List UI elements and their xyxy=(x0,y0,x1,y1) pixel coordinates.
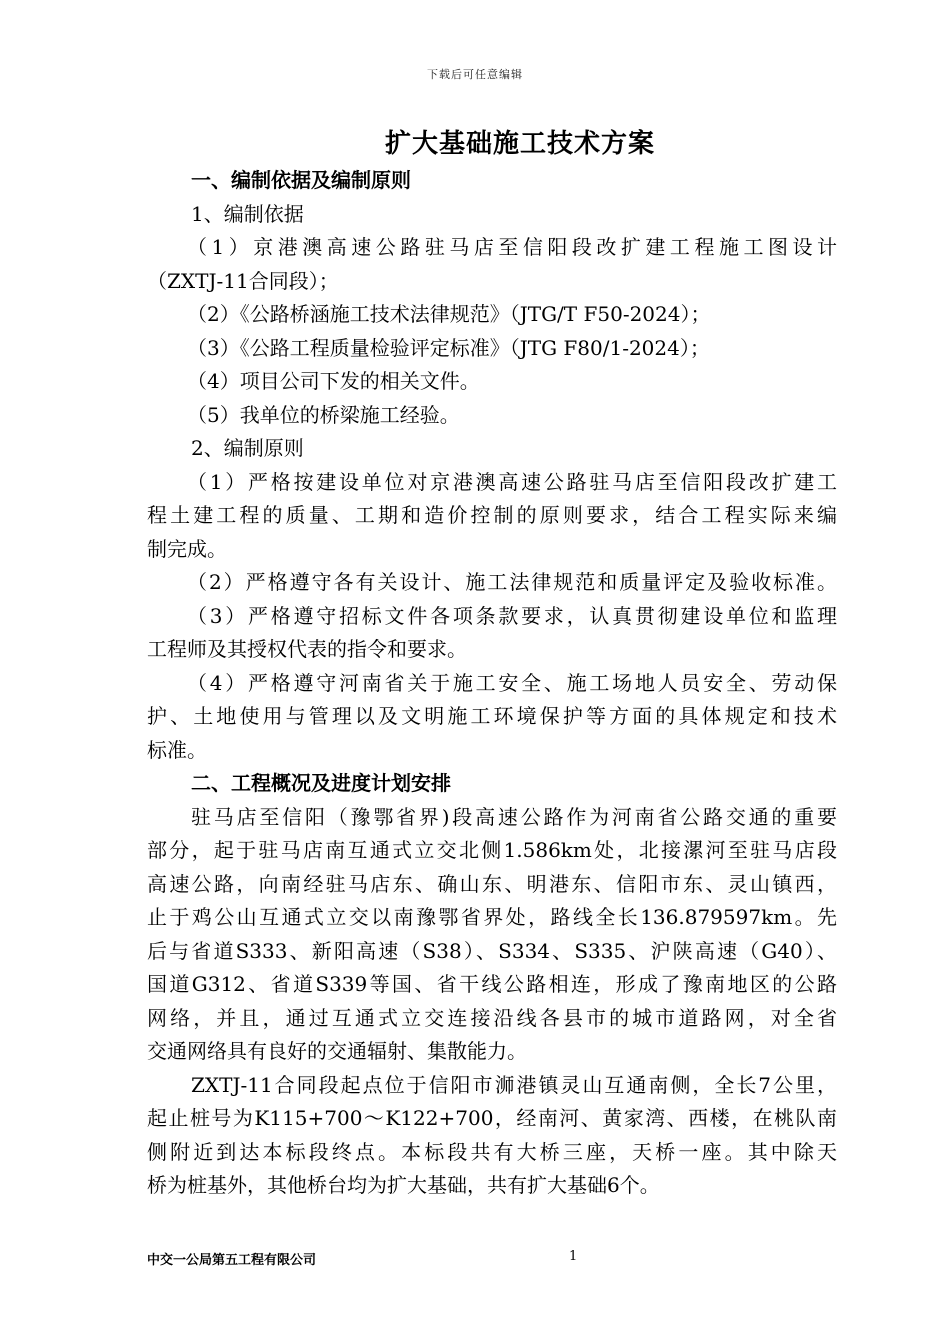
paragraph-line: （2）《公路桥涵施工技术法律规范》（JTG/T F50-2024）； xyxy=(187,302,711,326)
paragraph-line: （1）严格按建设单位对京港澳高速公路驻马店至信阳段改扩建工 xyxy=(187,469,837,494)
paragraph-line: （3）《公路工程质量检验评定标准》（JTG F80/1-2024）； xyxy=(187,335,710,360)
paragraph-line: 止于鸡公山互通式立交以南豫鄂省界处，路线全长136.879597km。先 xyxy=(147,905,837,929)
section-heading: 二、工程概况及进度计划安排 xyxy=(191,771,451,795)
subsection-heading: 2、编制原则 xyxy=(191,436,304,460)
paragraph-line: 高速公路，向南经驻马店东、确山东、明港东、信阳市东、灵山镇西， xyxy=(147,871,837,896)
page-number: 1 xyxy=(569,1249,578,1264)
subsection-heading: 1、编制依据 xyxy=(191,201,304,226)
paragraph-line: 桥为桩基外，其他桥台均为扩大基础，共有扩大基础6个。 xyxy=(147,1173,660,1197)
paragraph-line: 工程师及其授权代表的指令和要求。 xyxy=(147,637,467,661)
paragraph-line: 起止桩号为K115+700～K122+700，经南河、黄家湾、西楼，在桃队南 xyxy=(147,1106,837,1130)
document-title: 扩大基础施工技术方案 xyxy=(384,129,655,159)
footer-company: 中交一公局第五工程有限公司 xyxy=(147,1253,317,1268)
paragraph-line: ZXTJ-11合同段起点位于信阳市浉港镇灵山互通南侧，全长7公里， xyxy=(191,1072,837,1097)
document-body xyxy=(147,164,837,1203)
paragraph-line: （3）严格遵守招标文件各项条款要求，认真贯彻建设单位和监理 xyxy=(187,603,837,628)
paragraph-line: （5）我单位的桥梁施工经验。 xyxy=(187,402,460,427)
paragraph-line: 交通网络具有良好的交通辐射、集散能力。 xyxy=(147,1039,527,1063)
paragraph-line: 部分，起于驻马店南互通式立交北侧1.586km处，北接漯河至驻马店段 xyxy=(147,838,837,862)
paragraph-line: （1）京港澳高速公路驻马店至信阳段改扩建工程施工图设计 xyxy=(187,235,837,259)
paragraph-line: （4）严格遵守河南省关于施工安全、施工场地人员安全、劳动保 xyxy=(187,670,837,695)
paragraph-line: 制完成。 xyxy=(147,536,227,561)
paragraph-line: （4）项目公司下发的相关文件。 xyxy=(187,369,480,393)
paragraph-line: 网络，并且，通过互通式立交连接沿线各县市的城市道路网，对全省 xyxy=(147,1005,837,1030)
header-note: 下载后可任意编辑 xyxy=(427,68,523,81)
paragraph-line: 侧附近到达本标段终点。本标段共有大桥三座，天桥一座。其中除天 xyxy=(147,1139,837,1164)
paragraph-line: （2）严格遵守各有关设计、施工法律规范和质量评定及验收标准。 xyxy=(187,570,837,594)
paragraph-line: 护、土地使用与管理以及文明施工环境保护等方面的具体规定和技术 xyxy=(147,704,837,728)
paragraph-line: 标准。 xyxy=(147,737,207,762)
section-heading: 一、编制依据及编制原则 xyxy=(191,168,411,192)
paragraph-line: 驻马店至信阳（豫鄂省界)段高速公路作为河南省公路交通的重要 xyxy=(191,804,837,829)
paragraph-line: 后与省道S333、新阳高速（S38）、S334、S335、沪陕高速（G40）、 xyxy=(147,938,837,963)
paragraph-line: 国道G312、省道S339等国、省干线公路相连，形成了豫南地区的公路 xyxy=(147,972,837,996)
paragraph-line: 程土建工程的质量、工期和造价控制的原则要求，结合工程实际来编 xyxy=(147,503,837,527)
paragraph-line: （ZXTJ-11合同段）； xyxy=(147,268,339,293)
